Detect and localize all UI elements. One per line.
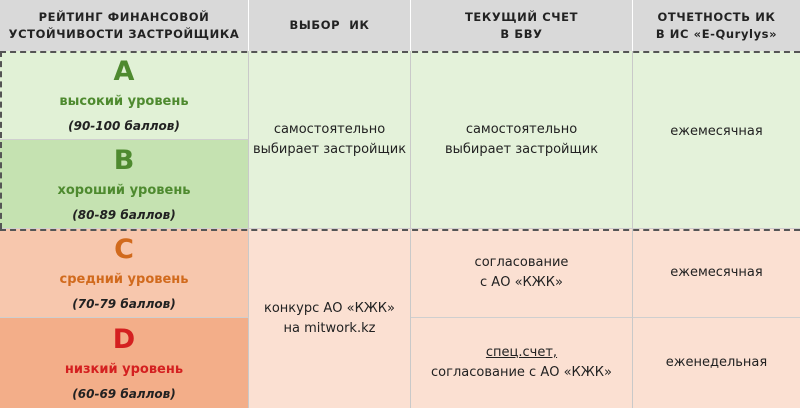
header-report-line1: ОТЧЕТНОСТЬ ИК	[657, 9, 776, 24]
header-account-line2: В БВУ	[500, 26, 543, 41]
account-c-line2: с АО «КЖК»	[480, 275, 563, 290]
header-account	[411, 0, 633, 51]
report-c-value: ежемесячная	[670, 265, 763, 280]
dashed-divider-middle	[0, 229, 800, 231]
rating-a-letter: A	[113, 55, 135, 87]
account-ab-line1: самостоятельно	[465, 121, 578, 137]
rating-a-points: (90-100 баллов)	[68, 118, 180, 133]
rating-c-cell	[0, 229, 249, 318]
header-report-line2	[656, 26, 777, 43]
rating-b-level: хороший уровень	[57, 182, 191, 198]
rating-b-points: (80-89 баллов)	[72, 207, 176, 222]
header-choice-label: ВЫБОР ИК	[289, 18, 370, 32]
rating-c-points: (70-79 баллов)	[72, 296, 176, 311]
choice-cd-line1: конкурс АО «КЖК»	[263, 300, 395, 316]
rating-d-cell	[0, 318, 249, 408]
dashed-divider-top	[0, 51, 800, 53]
account-d-line1: спец.счет,	[485, 345, 558, 360]
header-rating-line1: РЕЙТИНГ ФИНАНСОВОЙ	[38, 9, 210, 24]
choice-cd-cell	[249, 229, 411, 408]
header-report-system: E-Qurylys	[701, 26, 770, 41]
header-report-prefix: В ИС «	[655, 26, 702, 41]
rating-b-cell	[0, 140, 249, 229]
rating-a-cell	[0, 51, 249, 140]
header-report-suffix: »	[769, 26, 778, 41]
choice-cd-line2: на mitwork.kz	[283, 320, 376, 336]
report-ab-cell	[633, 51, 800, 229]
report-d-cell	[633, 318, 800, 408]
account-ab-cell	[411, 51, 633, 229]
choice-ab-cell	[249, 51, 411, 229]
rating-d-points: (60-69 баллов)	[72, 386, 176, 401]
rating-d-letter: D	[112, 323, 136, 355]
rating-c-level: средний уровень	[59, 271, 189, 287]
choice-ab-line1: самостоятельно	[273, 121, 386, 137]
header-rating	[0, 0, 249, 51]
account-d-line2: согласование с АО «КЖК»	[431, 365, 612, 380]
header-report	[633, 0, 800, 51]
header-account-line1: ТЕКУЩИЙ СЧЕТ	[464, 9, 579, 24]
rating-d-level: низкий уровень	[64, 361, 184, 377]
account-c-cell	[411, 229, 633, 318]
account-ab-line2: выбирает застройщик	[444, 141, 599, 157]
report-ab-value: ежемесячная	[670, 123, 763, 139]
report-c-cell	[633, 229, 800, 318]
dashed-divider-left	[0, 51, 2, 229]
rating-c-letter: C	[114, 233, 134, 265]
account-c-line1: согласование	[474, 255, 569, 270]
header-choice	[249, 0, 411, 51]
account-d-cell	[411, 318, 633, 408]
rating-a-level: высокий уровень	[59, 93, 189, 109]
rating-b-letter: B	[113, 144, 135, 176]
header-rating-line2: УСТОЙЧИВОСТИ ЗАСТРОЙЩИКА	[8, 26, 240, 41]
choice-ab-line2: выбирает застройщик	[252, 141, 407, 157]
report-d-value: еженедельная	[665, 355, 768, 370]
